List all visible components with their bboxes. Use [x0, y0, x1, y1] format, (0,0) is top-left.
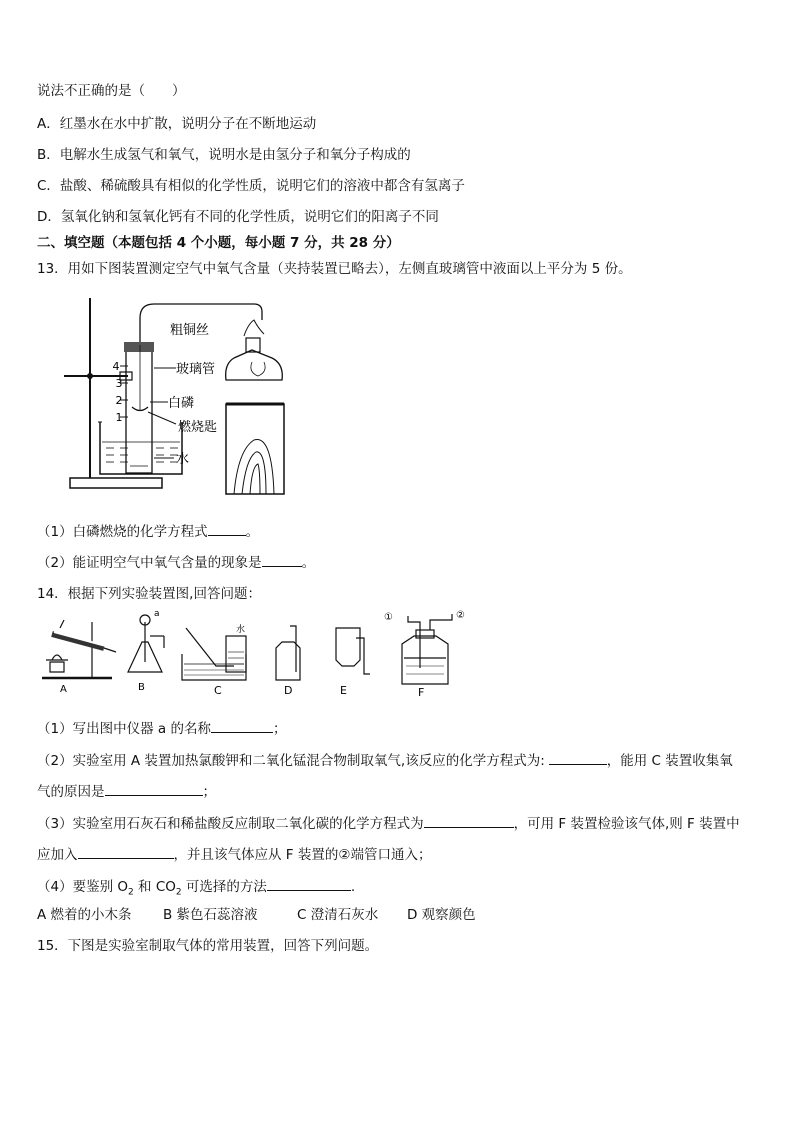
- apparatus-e: [336, 628, 370, 674]
- label-white-phosphorus: 白磷: [168, 396, 195, 411]
- q14-choice-a: A 燃着的小木条: [37, 907, 132, 923]
- q14-sub3-text-d: ，并且该气体应从 F 装置的②端管口通入；: [173, 847, 432, 863]
- q14-sub2-cont: [37, 781, 216, 801]
- apparatus-c: [182, 628, 246, 680]
- apparatus-f: [402, 614, 452, 684]
- q14-sub4-text-a: （4）要鉴别 O: [37, 879, 129, 895]
- q13-sub2-end: 。: [301, 555, 316, 571]
- q14-sub1-end: ；: [272, 721, 287, 737]
- scale-2: 2: [115, 394, 123, 407]
- label-b: B: [138, 682, 145, 693]
- q14-sub4-blank[interactable]: [267, 876, 351, 891]
- q14-sub2-blank-1[interactable]: [549, 750, 607, 765]
- q13-apparatus-figure: [58, 290, 298, 500]
- q14-stem: 14．根据下列实验装置图,回答问题：: [37, 586, 261, 602]
- q14-sub2-blank-2[interactable]: [105, 781, 203, 796]
- q14-sub4-subscript-2: 2: [175, 887, 182, 898]
- q13-sub1-end: 。: [245, 524, 260, 540]
- q14-sub3-text-a: （3）实验室用石灰石和稀盐酸反应制取二氧化碳的化学方程式为: [37, 816, 424, 832]
- label-a: A: [60, 684, 67, 695]
- q14-sub2-text-b: ，能用 C 装置收集氧: [606, 753, 733, 769]
- label-port-1: ①: [384, 612, 393, 623]
- q13-sub2-text: （2）能证明空气中氧气含量的现象是: [37, 555, 262, 571]
- q14-sub2: [37, 750, 733, 770]
- q13-sub1-text: （1）白磷燃烧的化学方程式: [37, 524, 208, 540]
- q14-sub3: [37, 813, 740, 833]
- q14-choices: [37, 906, 476, 924]
- q14-choice-d: D 观察颜色: [407, 907, 476, 923]
- label-copper-wire: 粗铜丝: [170, 323, 210, 338]
- wood-block: [226, 404, 284, 494]
- section-heading: 二、填空题（本题包括 4 个小题，每小题 7 分，共 28 分）: [37, 235, 400, 251]
- alcohol-lamp: [226, 350, 283, 380]
- label-e: E: [340, 684, 347, 697]
- q14-sub2-text-c: 气的原因是: [37, 784, 105, 800]
- q14-sub4-text-mid: 和 CO: [133, 879, 176, 895]
- q14-sub2-end: ；: [202, 784, 216, 800]
- q14-sub3-blank-2[interactable]: [78, 844, 174, 859]
- q12-option-c: C．盐酸、稀硫酸具有相似的化学性质，说明它们的溶液中都含有氢离子: [37, 178, 465, 194]
- q14-apparatus-figure: [38, 608, 478, 698]
- label-funnel-a: a: [154, 609, 160, 619]
- q13-sub1: [37, 521, 259, 541]
- q14-sub1-text: （1）写出图中仪器 a 的名称: [37, 721, 211, 737]
- label-d: D: [284, 684, 293, 697]
- scale-3: 3: [115, 377, 123, 390]
- q14-sub3-text-c: 应加入: [37, 847, 78, 863]
- q14-choice-c: C 澄清石灰水: [297, 907, 379, 923]
- glass-tube: [126, 345, 152, 473]
- q14-choice-b: B 紫色石蕊溶液: [163, 907, 258, 923]
- scale-4: 4: [112, 360, 120, 373]
- label-water: 水: [176, 452, 190, 467]
- q13-stem: 13．用如下图装置测定空气中氧气含量（夹持装置已略去），左侧直玻璃管中液面以上平分为 5 份。: [37, 261, 632, 277]
- q14-sub4: [37, 876, 355, 902]
- q12-option-a: A．红墨水在水中扩散，说明分子在不断地运动: [37, 116, 317, 132]
- q14-sub3-text-b: ，可用 F 装置检验该气体,则 F 装置中: [513, 816, 740, 832]
- scale-1: 1: [115, 411, 123, 424]
- stand-base: [70, 478, 162, 488]
- water-level: [102, 442, 180, 466]
- label-f: F: [418, 686, 425, 698]
- q13-sub1-blank[interactable]: [208, 521, 246, 536]
- q14-sub1: [37, 718, 286, 738]
- q15-stem: 15．下图是实验室制取气体的常用装置，回答下列问题。: [37, 938, 379, 954]
- q14-sub4-subscript-1: 2: [128, 887, 134, 898]
- q12-option-b: B．电解水生成氢气和氧气，说明水是由氢分子和氧分子构成的: [37, 147, 411, 163]
- q14-sub2-text-a: （2）实验室用 A 装置加热氯酸钾和二氧化锰混合物制取氧气,该反应的化学方程式为:: [37, 753, 545, 769]
- q14-sub1-blank[interactable]: [211, 718, 273, 733]
- apparatus-d: [276, 626, 300, 680]
- label-port-2: ②: [456, 610, 465, 621]
- label-combustion-spoon: 燃烧匙: [178, 420, 218, 435]
- q14-sub4-text-b: 可选择的方法: [181, 879, 267, 895]
- q13-sub2: [37, 552, 315, 572]
- apparatus-a: [42, 620, 116, 678]
- q14-sub4-end: .: [350, 879, 356, 895]
- tube-stopper: [124, 342, 154, 352]
- q14-sub3-cont: [37, 844, 431, 864]
- q12-stem-tail: 说法不正确的是（ ）: [37, 83, 186, 99]
- label-water-c: 水: [236, 625, 246, 635]
- q13-sub2-blank[interactable]: [262, 552, 302, 567]
- label-c: C: [214, 684, 222, 697]
- q12-option-d: D．氢氧化钠和氢氧化钙有不同的化学性质，说明它们的阳离子不同: [37, 209, 439, 225]
- label-glass-tube: 玻璃管: [176, 362, 216, 377]
- q14-sub3-blank-1[interactable]: [424, 813, 514, 828]
- apparatus-b: [128, 615, 164, 672]
